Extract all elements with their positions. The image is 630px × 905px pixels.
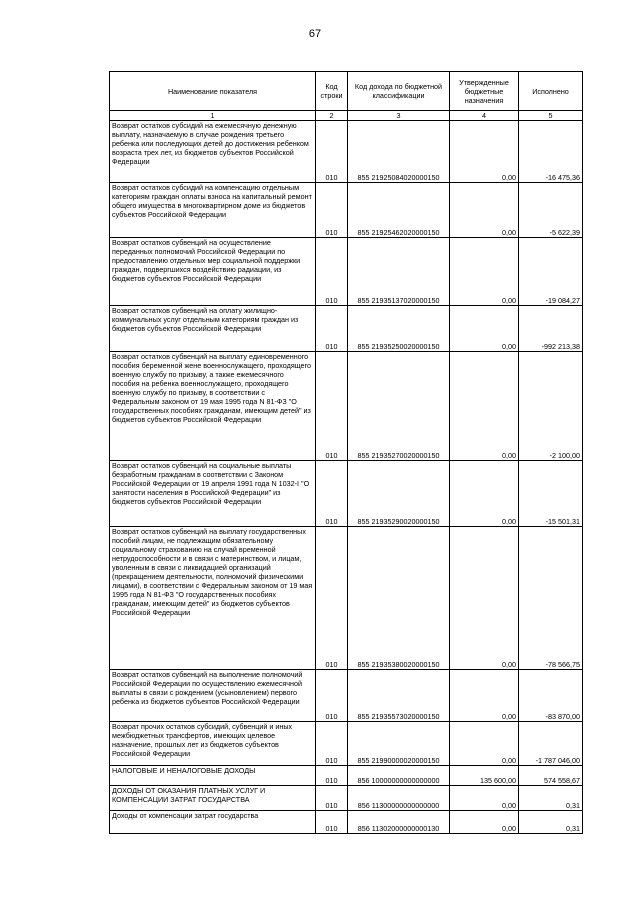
row-approved: 135 600,00 xyxy=(450,766,519,786)
table-row xyxy=(110,352,583,461)
row-executed: 0,31 xyxy=(519,811,583,834)
row-code: 010 xyxy=(316,306,348,352)
row-approved: 0,00 xyxy=(450,670,519,722)
header-approved: Утвержденные бюджетные назначения xyxy=(450,72,519,111)
row-executed: -5 622,39 xyxy=(519,183,583,238)
row-name: НАЛОГОВЫЕ И НЕНАЛОГОВЫЕ ДОХОДЫ xyxy=(110,766,316,786)
row-kbk: 855 21925084020000150 xyxy=(348,121,450,183)
header-name: Наименование показателя xyxy=(110,72,316,111)
row-code: 010 xyxy=(316,722,348,766)
row-executed: -83 870,00 xyxy=(519,670,583,722)
row-executed: -2 100,00 xyxy=(519,352,583,461)
table-row xyxy=(110,121,583,183)
row-code: 010 xyxy=(316,811,348,834)
row-kbk: 855 21935137020000150 xyxy=(348,238,450,306)
row-name: Возврат остатков субвенций на осуществление переданных полномочий Российской Федерации по предоставлению отдельных мер социальной поддержки граждан, подвергшихся воздействию радиации, из бюджетов субъектов Российской Федерации xyxy=(110,238,316,306)
page-number: 67 xyxy=(308,28,322,40)
row-code: 010 xyxy=(316,527,348,670)
row-kbk: 855 21935573020000150 xyxy=(348,670,450,722)
row-kbk: 856 11300000000000000 xyxy=(348,786,450,811)
row-approved: 0,00 xyxy=(450,722,519,766)
column-number: 2 xyxy=(316,111,348,121)
row-approved: 0,00 xyxy=(450,238,519,306)
row-name: Возврат остатков субвенций на выплату единовременного пособия беременной жене военнослужащего, проходящего военную службу по призыву, а также ежемесячного пособия на ребенка военнослужащего, проходящего военную службу по призыву, в соответствии с Федеральным законом от 19 мая 1995 года N 81-ФЗ "О государственных пособиях гражданам, имеющим детей" из бюджетов субъектов Российской Федерации xyxy=(110,352,316,461)
column-number: 1 xyxy=(110,111,316,121)
row-executed: -15 501,31 xyxy=(519,461,583,527)
row-code: 010 xyxy=(316,121,348,183)
row-code: 010 xyxy=(316,183,348,238)
row-executed: 0,31 xyxy=(519,786,583,811)
row-name: ДОХОДЫ ОТ ОКАЗАНИЯ ПЛАТНЫХ УСЛУГ И КОМПЕНСАЦИИ ЗАТРАТ ГОСУДАРСТВА xyxy=(110,786,316,811)
column-number: 4 xyxy=(450,111,519,121)
table-row xyxy=(110,527,583,670)
row-kbk: 855 21935290020000150 xyxy=(348,461,450,527)
row-approved: 0,00 xyxy=(450,121,519,183)
column-number: 5 xyxy=(519,111,583,121)
row-name: Возврат прочих остатков субсидий, субвенций и иных межбюджетных трансфертов, имеющих целевое назначение, прошлых лет из бюджетов субъектов Российской Федерации xyxy=(110,722,316,766)
row-code: 010 xyxy=(316,352,348,461)
row-code: 010 xyxy=(316,766,348,786)
row-code: 010 xyxy=(316,786,348,811)
row-code: 010 xyxy=(316,238,348,306)
row-name: Доходы от компенсации затрат государства xyxy=(110,811,316,834)
row-approved: 0,00 xyxy=(450,183,519,238)
row-kbk: 855 21935380020000150 xyxy=(348,527,450,670)
row-approved: 0,00 xyxy=(450,527,519,670)
table-row xyxy=(110,670,583,722)
row-executed: -19 084,27 xyxy=(519,238,583,306)
table-row xyxy=(110,722,583,766)
row-code: 010 xyxy=(316,461,348,527)
row-executed: 574 558,67 xyxy=(519,766,583,786)
row-name: Возврат остатков субсидий на ежемесячную денежную выплату, назначаемую в случае рождения третьего ребенка или последующих детей до достижения ребенком возраста трех лет, из бюджетов субъектов Российской Федерации xyxy=(110,121,316,183)
table-row xyxy=(110,766,583,786)
column-numbers-row xyxy=(110,111,583,121)
row-executed: -16 475,36 xyxy=(519,121,583,183)
row-executed: -78 566,75 xyxy=(519,527,583,670)
row-name: Возврат остатков субвенций на выполнение полномочий Российской Федерации по осуществлению ежемесячной выплаты в связи с рождением (усыновлением) первого ребенка из бюджетов субъектов Российской Федерации xyxy=(110,670,316,722)
row-kbk: 855 21990000020000150 xyxy=(348,722,450,766)
table-row xyxy=(110,811,583,834)
table-row xyxy=(110,306,583,352)
budget-execution-table xyxy=(109,71,583,834)
row-code: 010 xyxy=(316,670,348,722)
table-row xyxy=(110,461,583,527)
table-header-row xyxy=(110,72,583,111)
row-approved: 0,00 xyxy=(450,352,519,461)
table-row xyxy=(110,238,583,306)
row-kbk: 856 10000000000000000 xyxy=(348,766,450,786)
row-kbk: 855 21935250020000150 xyxy=(348,306,450,352)
row-kbk: 856 11302000000000130 xyxy=(348,811,450,834)
header-kbk: Код дохода по бюджетной классификации xyxy=(348,72,450,111)
row-kbk: 855 21925462020000150 xyxy=(348,183,450,238)
table-row xyxy=(110,786,583,811)
row-name: Возврат остатков субвенций на оплату жилищно-коммунальных услуг отдельным категориям граждан из бюджетов субъектов Российской Федерации xyxy=(110,306,316,352)
row-approved: 0,00 xyxy=(450,786,519,811)
row-name: Возврат остатков субвенций на выплату государственных пособий лицам, не подлежащим обязательному социальному страхованию на случай временной нетрудоспособности и в связи с материнством, и лицам, уволенным в связи с ликвидацией организаций (прекращением деятельности, полномочий физическими лицами), в соответствии с Федеральным законом от 19 мая 1995 года N 81-ФЗ "О государственных пособиях гражданам, имеющим детей" из бюджетов субъектов Российской Федерации xyxy=(110,527,316,670)
row-name: Возврат остатков субвенций на социальные выплаты безработным гражданам в соответствии с Законом Российской Федерации от 19 апреля 1991 года N 1032-I "О занятости населения в Российской Федерации" из бюджетов субъектов Российской Федерации xyxy=(110,461,316,527)
header-code: Код строки xyxy=(316,72,348,111)
row-approved: 0,00 xyxy=(450,306,519,352)
header-executed: Исполнено xyxy=(519,72,583,111)
row-name: Возврат остатков субсидий на компенсацию отдельным категориям граждан оплаты взноса на капитальный ремонт общего имущества в многоквартирном доме из бюджетов субъектов Российской Федерации xyxy=(110,183,316,238)
row-kbk: 855 21935270020000150 xyxy=(348,352,450,461)
row-executed: -1 787 046,00 xyxy=(519,722,583,766)
row-approved: 0,00 xyxy=(450,811,519,834)
table-row xyxy=(110,183,583,238)
column-number: 3 xyxy=(348,111,450,121)
row-executed: -992 213,38 xyxy=(519,306,583,352)
row-approved: 0,00 xyxy=(450,461,519,527)
